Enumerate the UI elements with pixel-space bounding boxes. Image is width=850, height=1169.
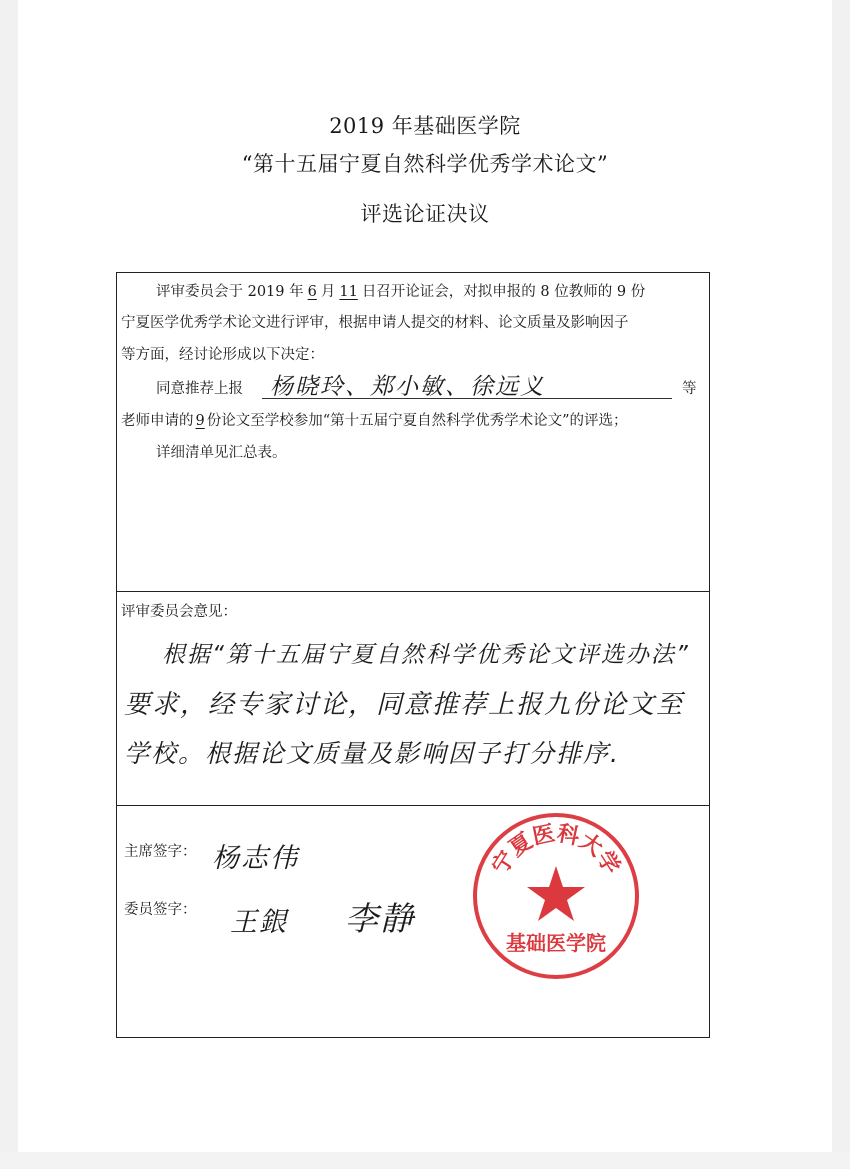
official-seal-stamp	[471, 811, 641, 981]
title-decision: 评选论证决议	[360, 202, 490, 226]
recommend-suffix: 等	[682, 381, 697, 397]
recommended-names-handwritten: 杨晓玲、郑小敏、徐远义	[270, 374, 545, 400]
decision-line-2: 宁夏医学优秀学术论文进行评审，根据申请人提交的材料、论文质量及影响因子	[121, 315, 629, 331]
decision-line-3: 等方面，经讨论形成以下决定：	[121, 347, 324, 363]
section-divider-2	[116, 805, 710, 806]
opinion-label: 评审委员会意见：	[121, 604, 237, 620]
scan-border-bottom	[0, 1152, 850, 1169]
recommend-underline	[262, 398, 672, 399]
meeting-day: 11	[339, 284, 358, 300]
decision-line-1: 评审委员会于 2019 年 6 月 11 日召开论证会，对拟申报的 8 位教师的 9 份	[156, 284, 646, 300]
chair-signature-label: 主席签字：	[124, 844, 197, 860]
seal-dept-name: 基础医学院	[506, 931, 606, 955]
member-signature-2: 李静	[345, 899, 415, 938]
paper-count: 9	[195, 413, 205, 429]
seal-org-name: 宁夏医科大学	[487, 821, 625, 879]
section-divider-1	[116, 591, 710, 592]
opinion-handwritten-line-1: 根据“第十五届宁夏自然科学优秀论文评选办法”	[162, 642, 690, 668]
member-signature-label: 委员签字：	[124, 902, 197, 918]
member-signature-1: 王銀	[230, 907, 288, 938]
recommend-label: 同意推荐上报	[156, 381, 243, 397]
opinion-handwritten-line-3: 学校。根据论文质量及影响因子打分排序.	[124, 739, 620, 768]
decision-line-5: 老师申请的 9 份论文至学校参加“第十五届宁夏自然科学优秀学术论文”的评选；	[121, 413, 628, 429]
opinion-handwritten-line-2: 要求，经专家讨论，同意推荐上报九份论文至	[124, 690, 685, 720]
title-award-name: “第十五届宁夏自然科学优秀学术论文”	[241, 152, 609, 176]
seal-star-icon	[527, 866, 585, 921]
title-year-dept: 2019 年基础医学院	[329, 114, 521, 138]
chair-signature: 杨志伟	[212, 843, 299, 874]
meeting-month: 6	[307, 284, 317, 300]
decision-line-6: 详细清单见汇总表。	[156, 445, 287, 461]
